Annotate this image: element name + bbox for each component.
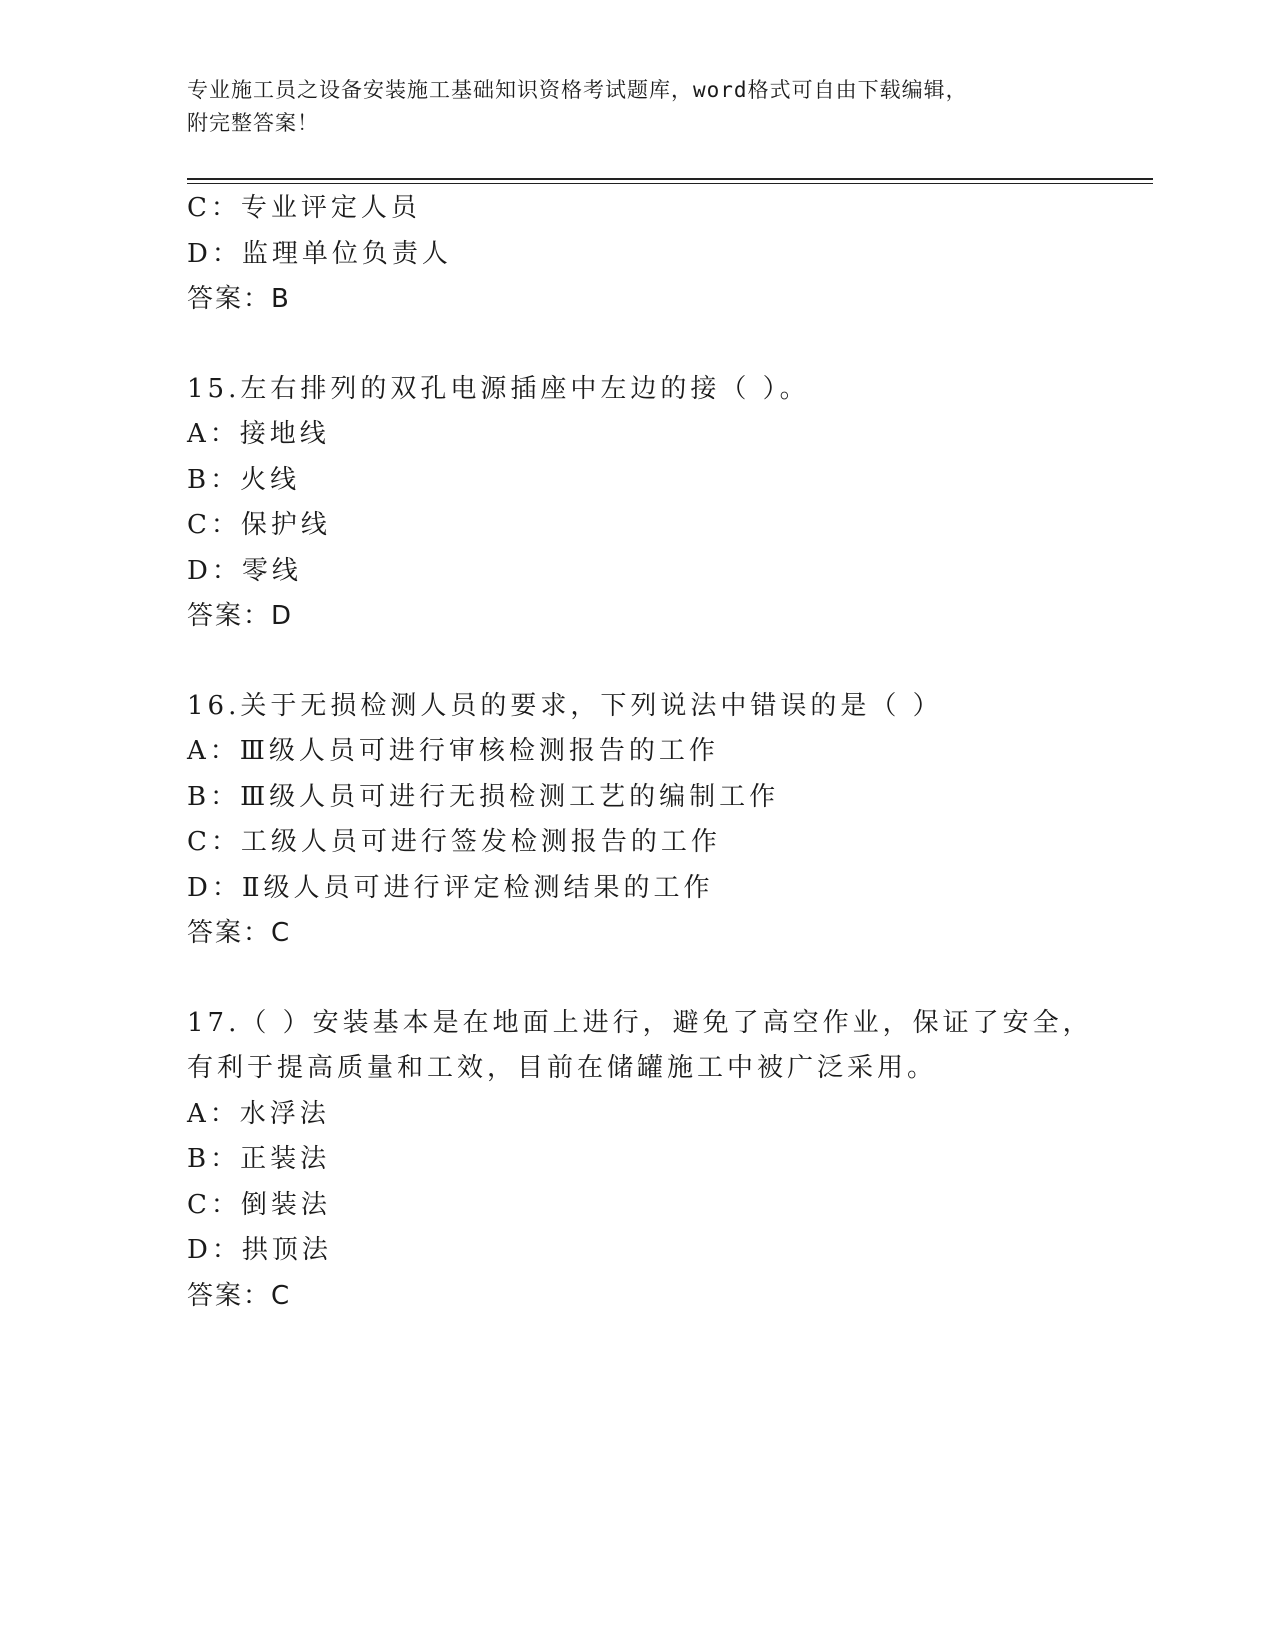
option-c: C：专业评定人员: [187, 193, 421, 223]
question-block-16: [187, 684, 1153, 957]
option-a: A：接地线: [187, 419, 330, 449]
question-block-14: [187, 186, 1153, 323]
question-block-17: [187, 1001, 1153, 1320]
question-text: 15.左右排列的双孔电源插座中左边的接（ ）。: [187, 373, 810, 404]
question-text-line1: 17.（ ）安装基本是在地面上进行，避免了高空作业，保证了安全，: [187, 1007, 1093, 1038]
option-d: D：Ⅱ级人员可进行评定检测结果的工作: [187, 872, 714, 903]
option-b: B：火线: [187, 464, 301, 495]
question-text-line2: 有利于提高质量和工效，目前在储罐施工中被广泛采用。: [187, 1053, 938, 1083]
spacer: [187, 323, 1153, 367]
answer-line: 答案：D: [187, 601, 294, 631]
document-header: [187, 74, 1087, 140]
option-b: B：Ⅲ级人员可进行无损检测工艺的编制工作: [187, 781, 780, 812]
option-b: B：正装法: [187, 1144, 331, 1174]
option-d: D：拱顶法: [187, 1235, 332, 1265]
header-title-line1: 专业施工员之设备安装施工基础知识资格考试题库，word格式可自由下载编辑，: [187, 78, 968, 102]
option-c: C：工级人员可进行签发检测报告的工作: [187, 827, 721, 857]
option-a: A：Ⅲ级人员可进行审核检测报告的工作: [187, 736, 719, 766]
question-list: [187, 186, 1153, 1319]
header-divider-thick: [187, 178, 1153, 180]
option-c: C：倒装法: [187, 1189, 331, 1220]
option-c: C：保护线: [187, 510, 331, 540]
header-title-line2: 附完整答案！: [187, 111, 319, 135]
question-block-15: [187, 367, 1153, 640]
spacer: [187, 957, 1153, 1001]
answer-line: 答案：C: [187, 918, 292, 948]
header-divider-thin: [187, 183, 1153, 184]
option-d: D：监理单位负责人: [187, 238, 452, 269]
spacer: [187, 640, 1153, 684]
option-a: A：水浮法: [187, 1098, 330, 1129]
answer-line: 答案：C: [187, 1280, 292, 1311]
option-d: D：零线: [187, 555, 302, 586]
question-text: 16.关于无损检测人员的要求，下列说法中错误的是（ ）: [187, 690, 943, 721]
answer-line: 答案：B: [187, 284, 291, 314]
